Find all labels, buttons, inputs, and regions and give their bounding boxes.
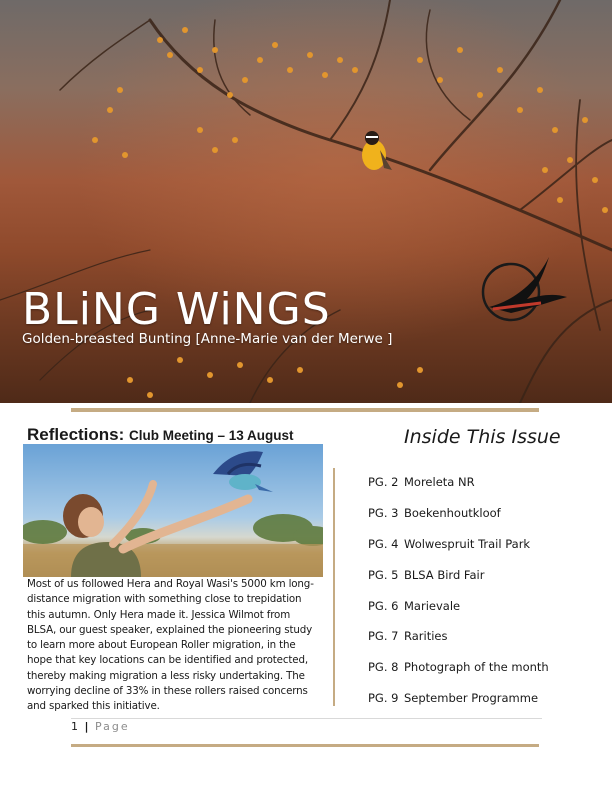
newsletter-title: BLiNG WiNGS (22, 284, 331, 335)
page-number: 1 (71, 720, 78, 733)
toc-page-number: PG. 3 (368, 506, 399, 521)
bird-wings-logo-icon (479, 247, 569, 333)
toc-item[interactable] (368, 652, 588, 683)
toc-item[interactable] (368, 467, 588, 498)
cover-caption: Golden-breasted Bunting [Anne-Marie van der Merwe ] (22, 331, 393, 347)
toc-item[interactable] (368, 559, 588, 590)
reflections-heading (27, 425, 294, 445)
toc-item-label: Moreleta NR (404, 475, 475, 490)
footer-separator: | (84, 720, 89, 733)
page-word: Page (95, 720, 130, 733)
club-meeting-subheading: Club Meeting – 13 August (129, 428, 294, 443)
toc-item[interactable] (368, 498, 588, 529)
page-footer (71, 720, 130, 733)
toc-item-label: Photograph of the month (404, 660, 549, 675)
toc-page-number: PG. 5 (368, 567, 399, 582)
toc-page-number: PG. 8 (368, 660, 399, 675)
toc-item[interactable] (368, 683, 588, 714)
toc-item[interactable] (368, 621, 588, 652)
toc-item[interactable] (368, 529, 588, 560)
european-roller-bird-icon (213, 451, 273, 492)
toc-item-label: Boekenhoutkloof (404, 506, 501, 521)
toc-page-number: PG. 9 (368, 690, 399, 705)
toc-item-label: Wolwespruit Trail Park (404, 536, 531, 551)
toc-page-number: PG. 7 (368, 629, 399, 644)
toc-item-label: BLSA Bird Fair (404, 567, 485, 582)
bird-release-photo (23, 444, 323, 577)
reflections-title: Reflections: (27, 425, 125, 444)
top-gold-rule (71, 408, 539, 412)
toc-item[interactable] (368, 590, 588, 621)
toc-page-number: PG. 2 (368, 475, 399, 490)
bottom-gold-rule (71, 744, 539, 747)
footer-divider (71, 718, 542, 719)
toc-item-label: Rarities (404, 629, 448, 644)
column-divider (333, 468, 335, 706)
reflections-article: Most of us followed Hera and Royal Wasi's 5000 km long-distance migration with something close to trepidation this autumn. Only Hera made it. Jessica Wilmot from BLSA, our guest speaker, explained the pioneering study to learn more about European Roller migration, in the hope that key locations can be identified and protected, thereby making migration a less risky undertaking. The worrying decline of 33% in these rollers raised concerns and sparked this initiative. (27, 578, 314, 713)
toc-page-number: PG. 4 (368, 536, 399, 551)
bunting-bird-icon (362, 131, 392, 170)
table-of-contents (368, 467, 588, 713)
toc-item-label: Marievale (404, 598, 461, 613)
toc-item-label: September Programme (404, 690, 539, 705)
toc-page-number: PG. 6 (368, 598, 399, 613)
inside-this-issue-title: Inside This Issue (404, 426, 561, 448)
